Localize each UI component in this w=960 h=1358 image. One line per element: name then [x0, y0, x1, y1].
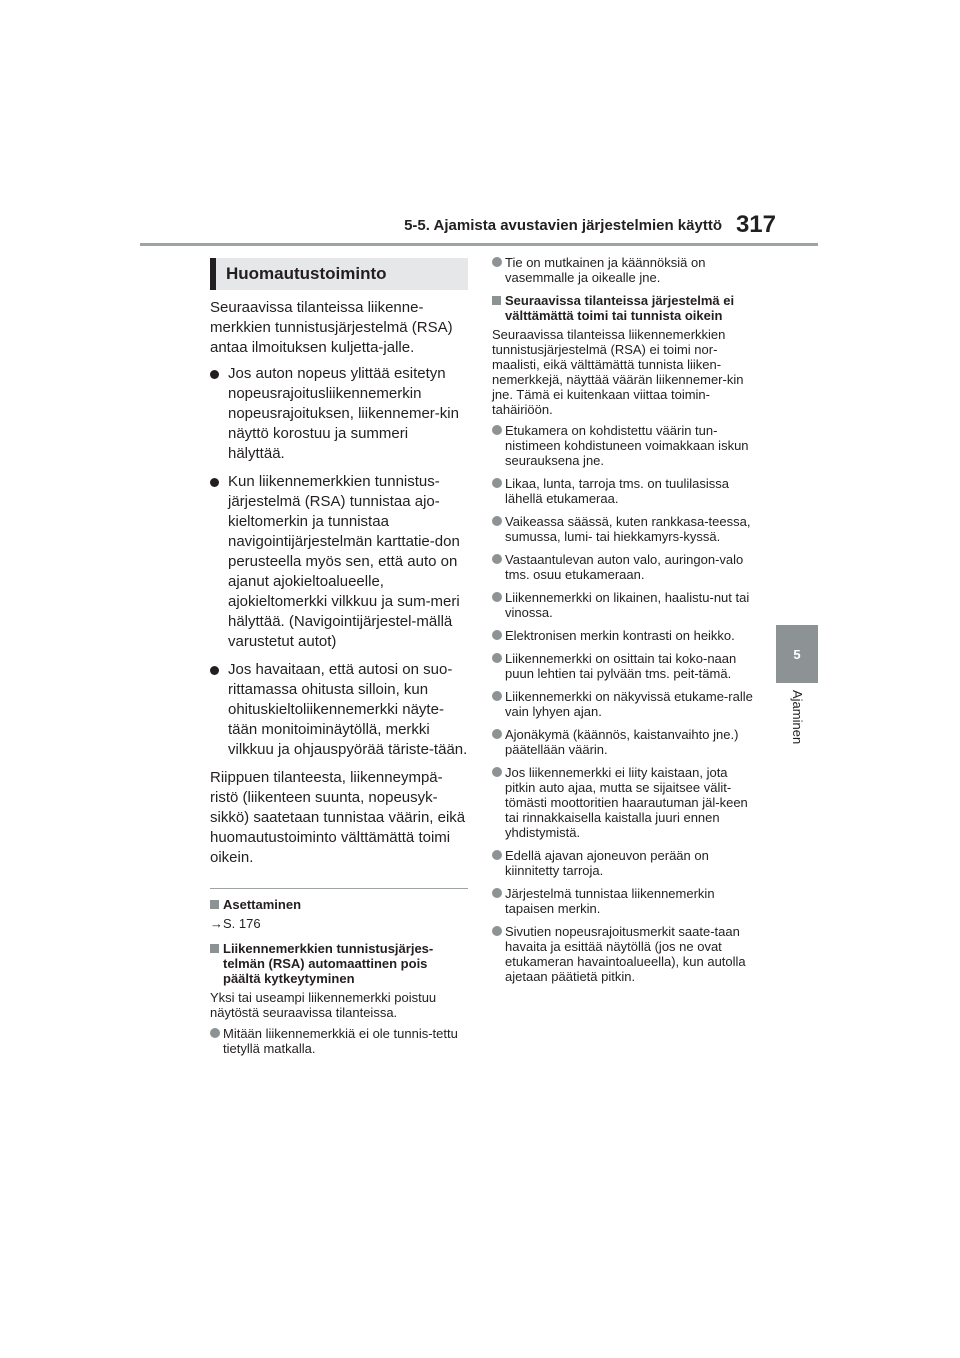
subheading-text: Liikennemerkkien tunnistusjärjes-telmän (RSA) automaattinen pois päältä kytkeytyminen	[223, 941, 434, 986]
list-item	[492, 476, 754, 506]
bullet-icon	[492, 516, 502, 526]
list-item-text: Jos auton nopeus ylittää esitetyn nopeusrajoitusliikennemerkin nopeusrajoituksen, liikennemer-kin näyttö korostuu ja summeri hälyttää.	[228, 365, 459, 462]
bullet-icon	[492, 630, 502, 640]
list-item	[492, 590, 754, 620]
list-item	[210, 660, 468, 760]
bullet-icon	[210, 1028, 220, 1038]
list-item-text: Jos havaitaan, että autosi on suo-rittamassa ohitusta silloin, kun ohituskieltoliikennemerkki näyte-tään monitoiminäytöllä, merkki vilkkuu ja ohjauspyörää täriste-tään.	[228, 661, 468, 758]
square-bullet-icon	[210, 944, 219, 953]
closing-paragraph: Riippuen tilanteesta, liikenneympä-ristö (liikenteen suunta, nopeusyk-sikkö) saatetaan tunnistaa väärin, eikä huomautustoiminto välttämättä toimi oikein.	[210, 769, 466, 866]
chapter-label: Ajaminen	[790, 690, 805, 745]
list-item-text: Elektronisen merkin kontrasti on heikko.	[505, 628, 735, 643]
list-item-text: Sivutien nopeusrajoitusmerkit saate-taan havaita ja esittää näytöllä (jos ne ovat etukameran havaintoalueella), kun autolla ajetaan päätietä pitkin.	[505, 924, 746, 984]
list-item-text: Etukamera on kohdistettu väärin tun-nistimeen kohdistuneen voimakkaan iskun seurauksena jne.	[505, 423, 749, 468]
bullet-icon	[492, 257, 502, 267]
list-item-text: Liikennemerkki on likainen, haalistu-nut tai vinossa.	[505, 590, 750, 620]
right-column	[492, 255, 754, 992]
left-column	[210, 258, 468, 1064]
square-bullet-icon	[210, 900, 219, 909]
page-number: 317	[735, 211, 776, 238]
list-item-text: Vaikeassa säässä, kuten rankkasa-teessa, sumussa, lumi- tai hiekkamyrs-kyssä.	[505, 514, 751, 544]
list-item	[492, 727, 754, 757]
paragraph: Seuraavissa tilanteissa liikennemerkkien tunnistusjärjestelmä (RSA) ei toimi nor-maalisti, eikä välttämättä tunnista liiken-nemerkkejä, näyttää väärän liikennemer-kin jne. Tämä ei kuitenkaan viittaa toimin-tahäiriöön.	[492, 327, 744, 417]
bullet-icon	[492, 478, 502, 488]
list-item	[492, 514, 754, 544]
paragraph: Yksi tai useampi liikennemerkki poistuu näytöstä seuraavissa tilanteissa.	[210, 990, 437, 1020]
list-item	[492, 552, 754, 582]
bullet-icon	[492, 850, 502, 860]
list-item-text: Ajonäkymä (käännös, kaistanvaihto jne.) päätellään väärin.	[505, 727, 739, 757]
list-item	[492, 628, 754, 643]
square-bullet-icon	[492, 296, 501, 305]
bullet-icon	[492, 653, 502, 663]
bullet-icon	[492, 425, 502, 435]
bullet-icon	[210, 478, 219, 487]
list-item	[492, 848, 754, 878]
bullet-icon	[492, 554, 502, 564]
bullet-icon	[492, 691, 502, 701]
list-item-text: Mitään liikennemerkkiä ei ole tunnis-tettu tietyllä matkalla.	[223, 1026, 458, 1056]
list-item-text: Vastaantulevan auton valo, auringon-valo tms. osuu etukameraan.	[505, 552, 744, 582]
list-item-text: Edellä ajavan ajoneuvon perään on kiinnitetty tarroja.	[505, 848, 709, 878]
subheading	[210, 897, 468, 912]
list-item-text: Tie on mutkainen ja käännöksiä on vasemmalle ja oikealle jne.	[505, 255, 706, 285]
bullet-icon	[492, 926, 502, 936]
list-item	[492, 765, 754, 840]
page-reference: →S. 176	[210, 916, 261, 931]
list-item-text: Liikennemerkki on näkyvissä etukame-ralle vain lyhyen ajan.	[505, 689, 753, 719]
list-item	[492, 651, 754, 681]
section-heading	[210, 258, 468, 290]
bullet-icon	[210, 666, 219, 675]
list-item-text: Likaa, lunta, tarroja tms. on tuulilasissa lähellä etukameraa.	[505, 476, 729, 506]
list-item	[492, 886, 754, 916]
bullet-icon	[492, 888, 502, 898]
chapter-tab	[776, 625, 818, 683]
list-item	[210, 1026, 468, 1056]
subheading	[492, 293, 754, 323]
list-item	[492, 689, 754, 719]
section-title: 5-5. Ajamista avustavien järjestelmien käyttö	[404, 217, 722, 234]
chapter-number: 5	[793, 646, 801, 662]
list-item-text: Jos liikennemerkki ei liity kaistaan, jota pitkin auto ajaa, mutta se sijaitsee välit-tömästi moottoritien haarautuman jäl-keen tai rinnakkaisella kaistalla juuri ennen yhdistymistä.	[505, 765, 748, 840]
list-item	[492, 924, 754, 984]
list-item-text: Järjestelmä tunnistaa liikennemerkin tapaisen merkin.	[505, 886, 715, 916]
list-item	[492, 255, 754, 285]
list-item-text: Kun liikennemerkkien tunnistus-järjestelmä (RSA) tunnistaa ajo-kieltomerkin ja tunnistaa navigointijärjestelmän karttatie-don perusteella myös sen, että auto on ajanut ajokieltoalueelle, ajokieltomerkki vilkkuu ja sum-meri hälyttää. (Navigointijärjestel-mällä varustetut autot)	[228, 473, 460, 650]
list-item	[210, 472, 468, 652]
subheading-text: Seuraavissa tilanteissa järjestelmä ei välttämättä toimi tai tunnista oikein	[505, 293, 735, 323]
bullet-icon	[492, 767, 502, 777]
section-heading-text: Huomautustoiminto	[226, 264, 387, 283]
bullet-icon	[210, 370, 219, 379]
header-divider	[140, 243, 818, 246]
list-item	[492, 423, 754, 468]
subheading	[210, 941, 468, 986]
list-item	[210, 364, 468, 464]
subheading-text: Asettaminen	[223, 897, 302, 912]
bullet-icon	[492, 592, 502, 602]
list-item-text: Liikennemerkki on osittain tai koko-naan puun lehtien tai pylvään tms. peit-tämä.	[505, 651, 737, 681]
divider	[210, 888, 468, 889]
intro-paragraph: Seuraavissa tilanteissa liikenne-merkkien tunnistusjärjestelmä (RSA) antaa ilmoituksen kuljetta-jalle.	[210, 299, 453, 356]
bullet-icon	[492, 729, 502, 739]
